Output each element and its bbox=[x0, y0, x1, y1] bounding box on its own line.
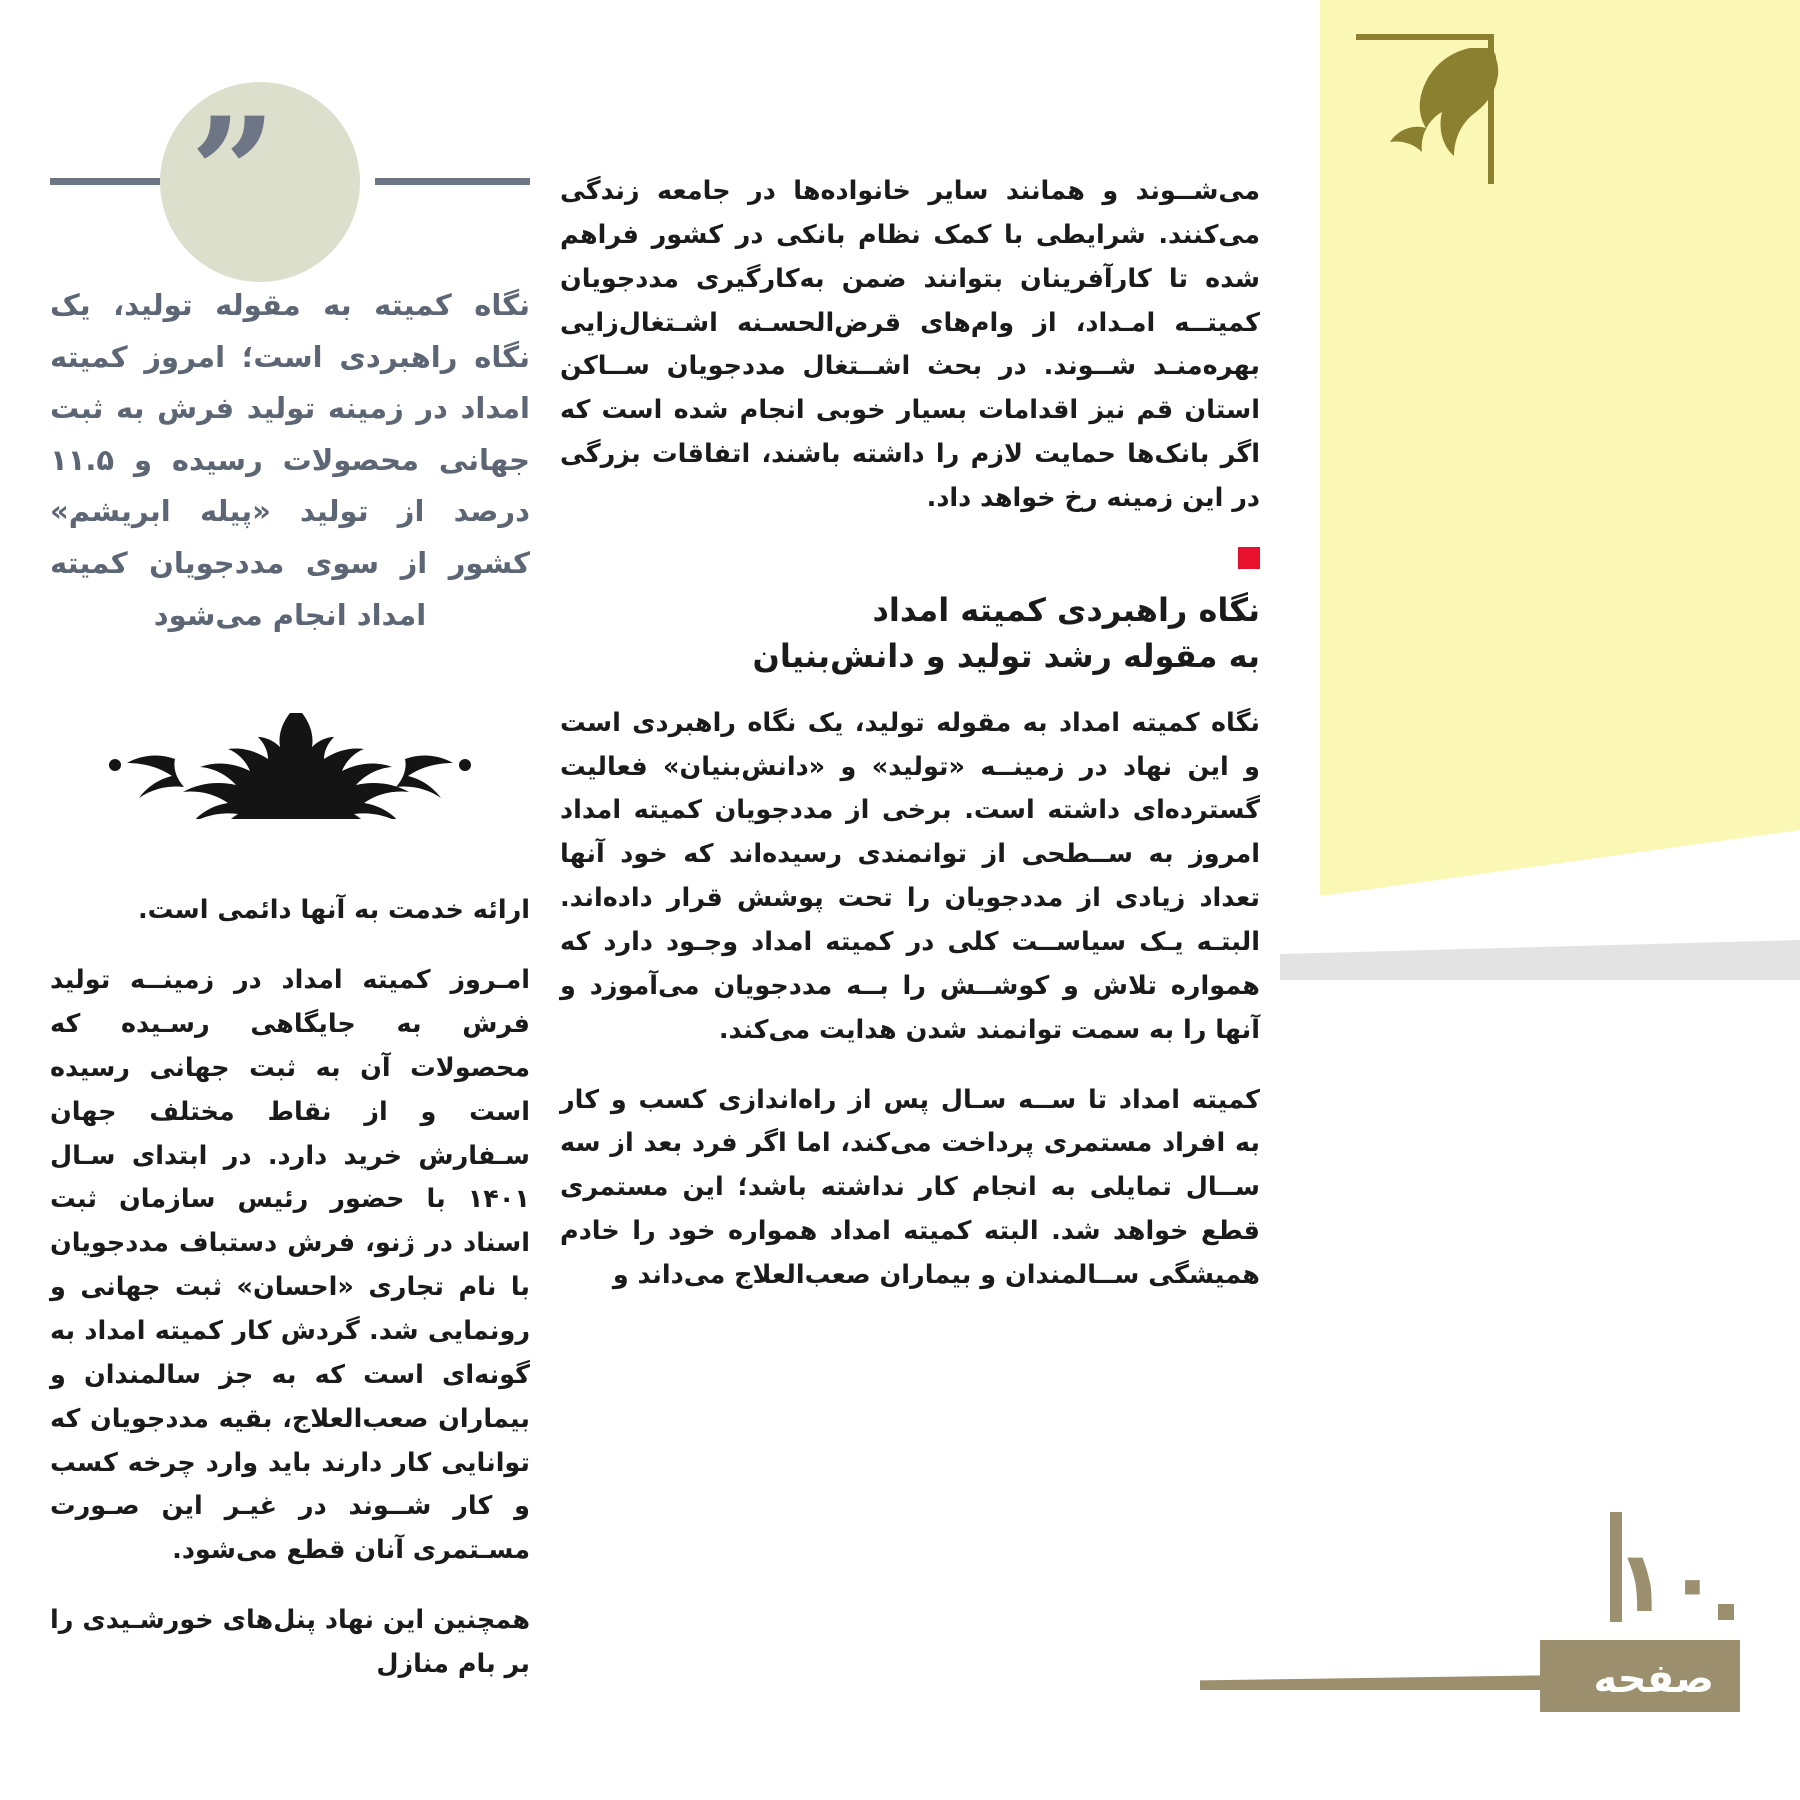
section-heading bbox=[560, 587, 1260, 680]
left-text-column bbox=[50, 60, 530, 1687]
page-number: ۱۰ bbox=[1615, 1533, 1718, 1631]
page-label: صفحه bbox=[1593, 1656, 1714, 1702]
paragraph: می‌شــوند و همانند سایر خانواده‌ها در جامعه زندگی می‌کنند. شرایطی با کمک نظام بانکی در کشور فراهم شده تا کارآفرینان بتوانند ضمن به‌کارگیری مددجویان کمیتــه امـداد، از وام‌های قرض‌الحسـنه اشـتغال‌زایی بهره‌منـد شــوند. در بحث اشــتغال مددجویان ســاکن استان قم نیز اقدامات بسیار خوبی انجام شده است که اگر بانک‌ها حمایت لازم را داشته باشند، اتفاقات بزرگی در این زمینه رخ خواهد داد. bbox=[560, 176, 1260, 514]
filigree-divider-icon bbox=[55, 699, 525, 819]
quote-rule-right bbox=[375, 178, 530, 185]
section-heading-line-2: به مقوله رشد تولید و دانش‌بنیان bbox=[752, 637, 1260, 676]
page-footer bbox=[1200, 1492, 1740, 1752]
paragraph: ارائه خدمت به آنها دائمی است. bbox=[137, 895, 530, 926]
band-inner-gap bbox=[1280, 0, 1320, 945]
quote-rule-left bbox=[50, 178, 160, 185]
paragraph: نگاه کمیته امداد به مقوله تولید، یک نگاه راهبردی است و این نهاد در زمینــه «تولید» و «دانش‌بنیان» فعالیت گسترده‌ای داشته است. برخی از مددجویان کمیته امداد امروز به ســطحی از توانمندی رسیده‌اند که خود آنها تعداد زیادی از مددجویان را تحت پوشش قرار داده‌اند. البتـه یـک سیاســت کلی در کمیته امداد وجـود دارد که همواره تلاش و کوشــش را بــه مددجویان می‌آموزد و آنها را به سمت توانمند شدن هدایت می‌کند. bbox=[560, 707, 1260, 1045]
section-heading-line-1: نگاه راهبردی کمیته امداد bbox=[872, 590, 1260, 629]
paragraph: کمیته امداد تا ســه سـال پس از راه‌اندازی کسب و کار به افراد مستمری پرداخت می‌کند، اما اگر فرد بعد از سه ســال تمایلی به انجام کار نداشته باشد؛ این مستمری قطع خواهد شد. البته کمیته امداد همواره خود را خادم همیشگی ســالمندان و بیماران صعب‌العلاج می‌داند و bbox=[560, 1084, 1260, 1290]
paragraph: امـروز کمیته امداد در زمینــه تولید فرش به جایگاهی رسـیده که محصولات آن به ثبت جهانی رسیده است و از نقاط مختلف جهان سـفارش خرید دارد. در ابتدای سـال ۱۴۰۱ با حضور رئیس سازمان ثبت اسناد در ژنو، فرش دستباف مددجویان با نام تجاری «احسان» ثبت جهانی و رونمایی شد. گردش کار کمیته امداد به گونه‌ای است که به جز سالمندان و بیماران صعب‌العلاج، بقیه مددجویان که توانایی کار دارند باید وارد چرخه کسب و کار شــوند در غیـر این صـورت مسـتمری آنان قطع می‌شود. bbox=[50, 965, 530, 1566]
pull-quote-decoration bbox=[50, 60, 530, 270]
paragraph: همچنین این نهاد پنل‌های خورشـیدی را بر بام منازل bbox=[50, 1605, 530, 1680]
corner-flourish-icon bbox=[1350, 28, 1500, 188]
pull-quote-text: نگاه کمیته به مقوله تولید، یک نگاه راهبردی است؛ امروز کمیته امداد در زمینه تولید فرش به ثبت جهانی محصولات رسیده و ۱۱.۵ درصد از تولید «پیله ابریشم» کشور از سوی مددجویان کمیته امداد انجام می‌شود bbox=[50, 288, 530, 632]
folio-square bbox=[1718, 1604, 1734, 1620]
quotation-mark-icon: ” bbox=[190, 85, 277, 261]
section-marker bbox=[1238, 547, 1260, 569]
right-text-column bbox=[560, 170, 1260, 1298]
